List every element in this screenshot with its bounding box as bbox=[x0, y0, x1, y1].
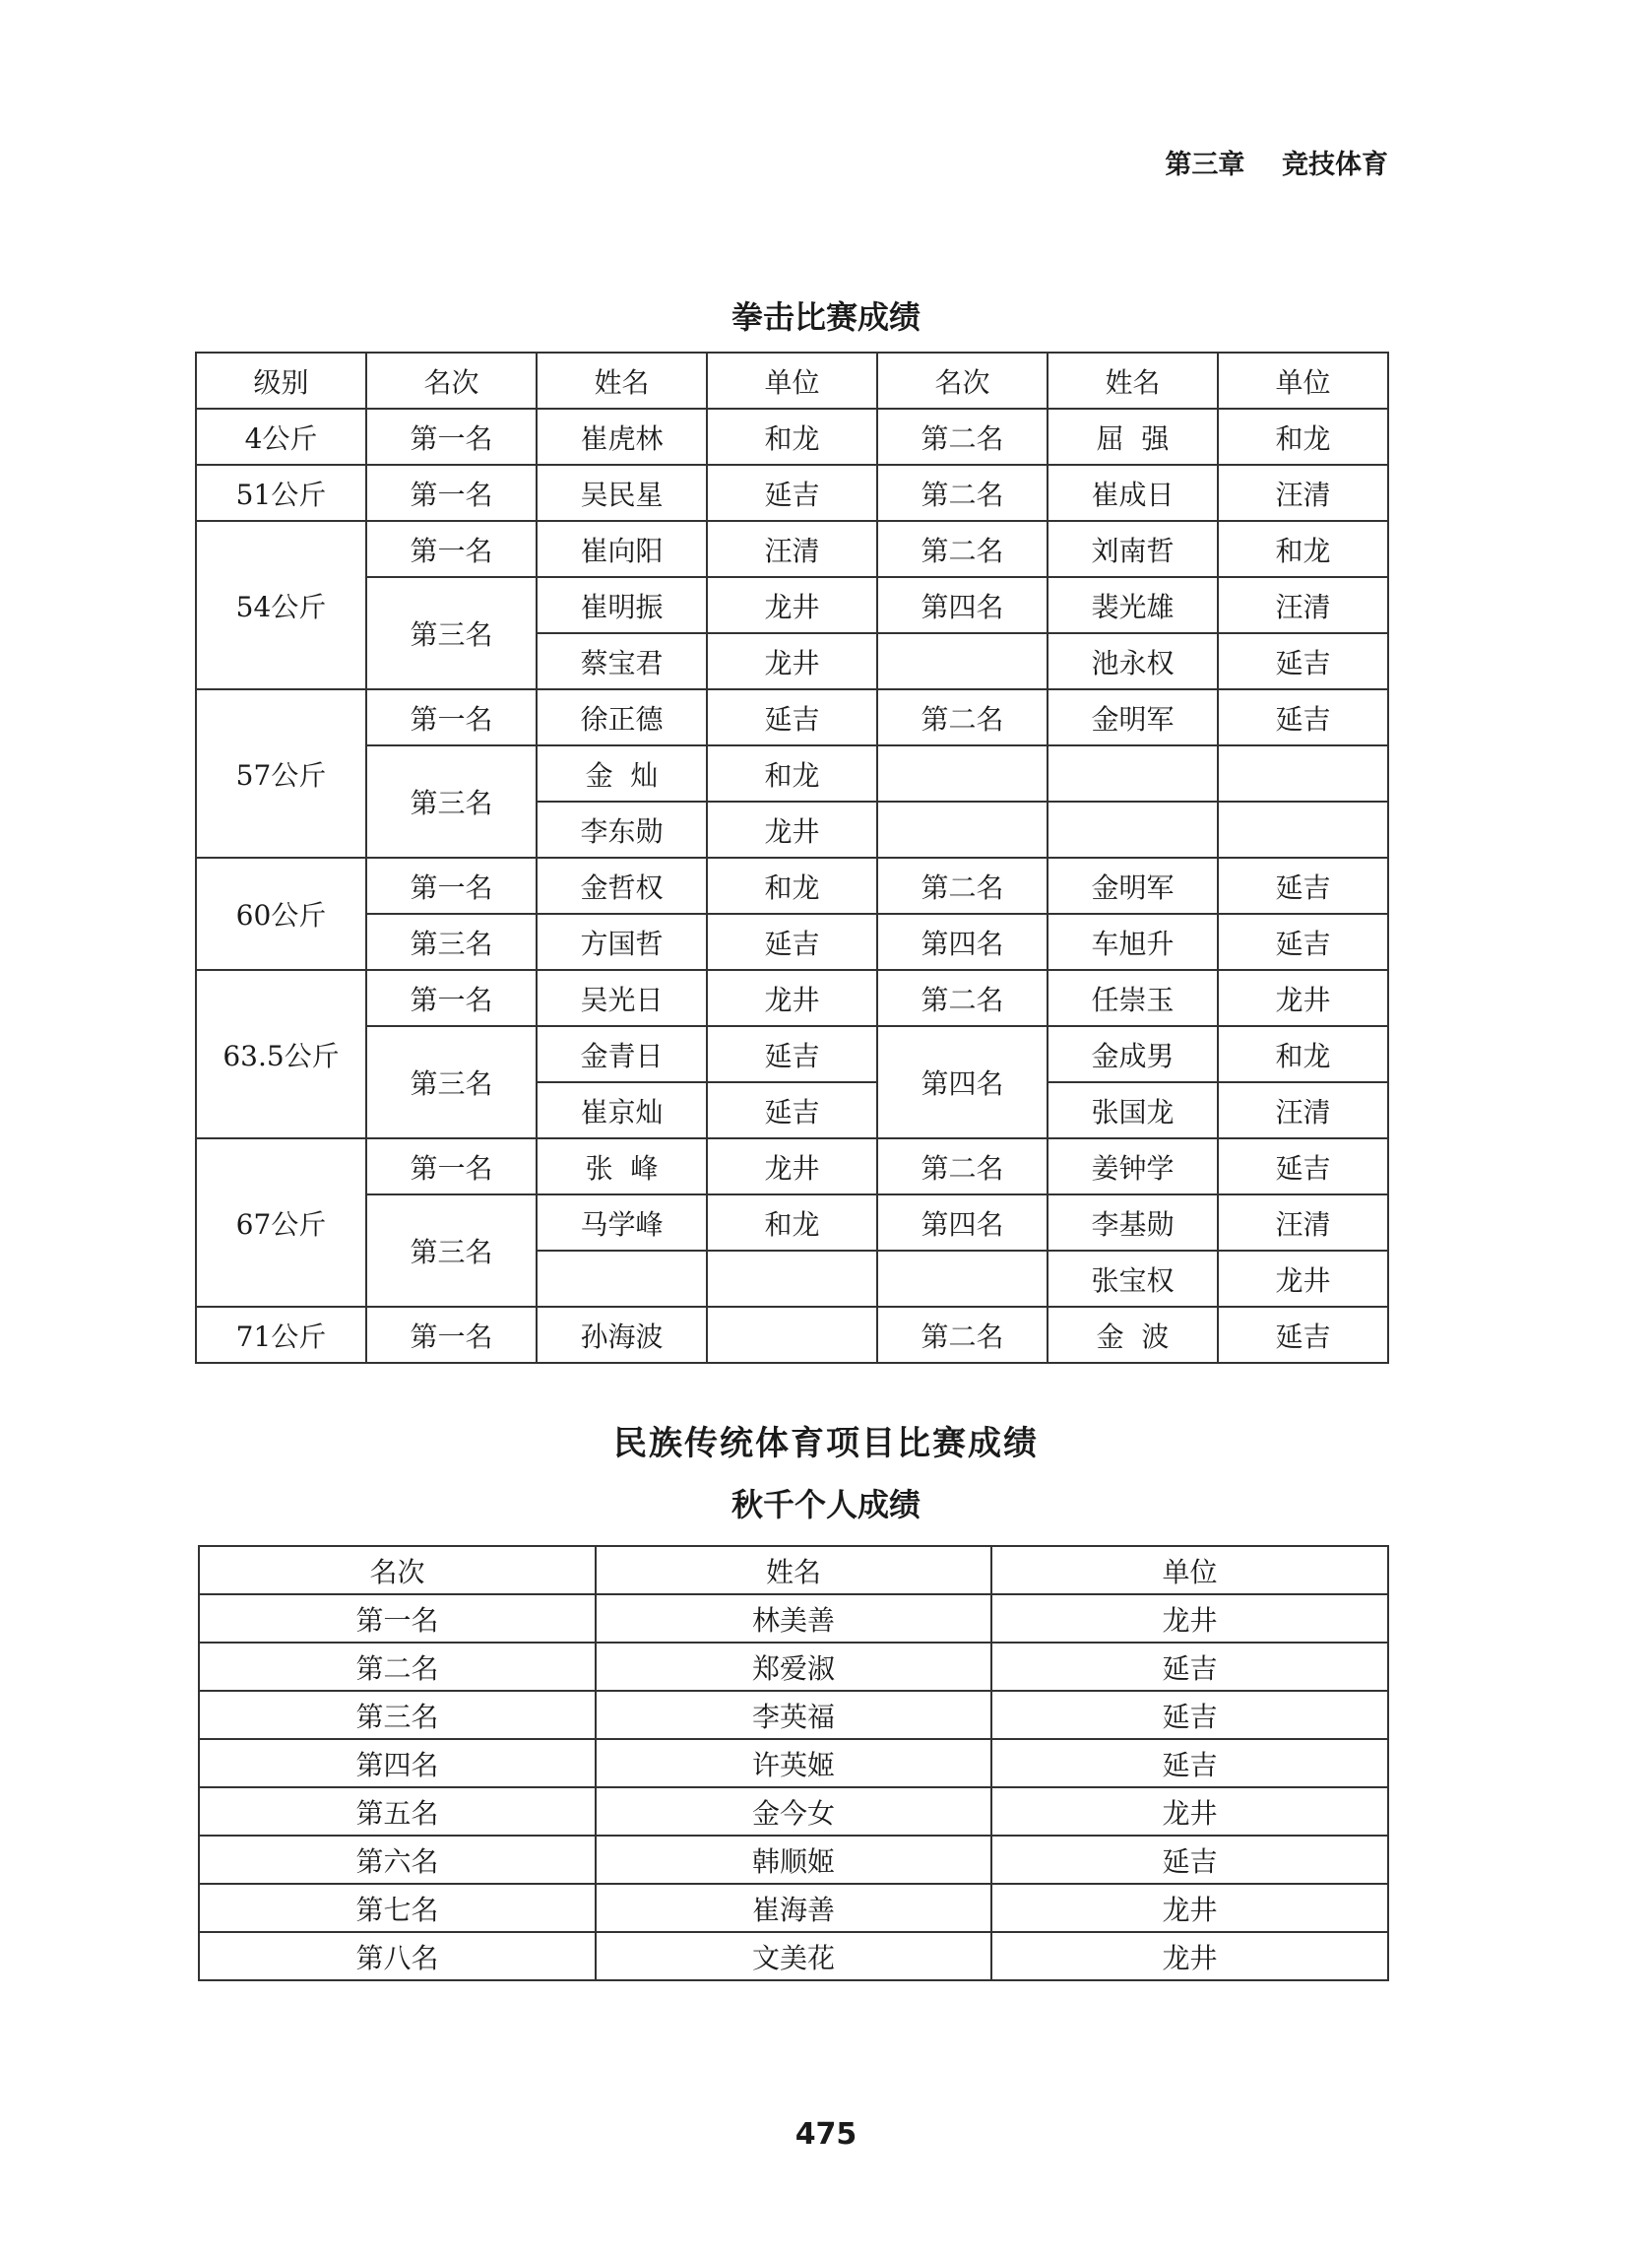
table-cell: 和龙 bbox=[707, 858, 877, 914]
table-cell: 汪清 bbox=[1218, 577, 1388, 633]
table-row bbox=[196, 1307, 1388, 1363]
table-cell: 第四名 bbox=[199, 1739, 596, 1787]
column-header: 姓名 bbox=[537, 353, 707, 409]
table-row bbox=[196, 1026, 1388, 1082]
table-cell: 孙海波 bbox=[537, 1307, 707, 1363]
column-header: 姓名 bbox=[596, 1546, 991, 1594]
table-cell: 第二名 bbox=[877, 858, 1048, 914]
table-cell: 第一名 bbox=[366, 1307, 537, 1363]
table-cell: 池永权 bbox=[1048, 633, 1218, 689]
table-row bbox=[199, 1836, 1388, 1884]
table-cell: 第三名 bbox=[366, 577, 537, 689]
table-cell: 延吉 bbox=[991, 1643, 1388, 1691]
table-cell: 崔明振 bbox=[537, 577, 707, 633]
table-cell: 金成男 bbox=[1048, 1026, 1218, 1082]
table-cell: 龙井 bbox=[707, 633, 877, 689]
weight-class-cell: 4公斤 bbox=[196, 409, 366, 465]
table-cell: 李英福 bbox=[596, 1691, 991, 1739]
table-cell: 李东勋 bbox=[537, 802, 707, 858]
table-cell: 第二名 bbox=[877, 521, 1048, 577]
column-header: 级别 bbox=[196, 353, 366, 409]
column-header: 单位 bbox=[1218, 353, 1388, 409]
table-row bbox=[196, 689, 1388, 745]
table-cell: 吴光日 bbox=[537, 970, 707, 1026]
table-cell: 龙井 bbox=[1218, 1251, 1388, 1307]
table-cell: 姜钟学 bbox=[1048, 1138, 1218, 1194]
table-cell: 第一名 bbox=[366, 465, 537, 521]
table-cell bbox=[1048, 802, 1218, 858]
table-cell: 延吉 bbox=[1218, 1138, 1388, 1194]
table-cell bbox=[1218, 745, 1388, 802]
table-row bbox=[196, 409, 1388, 465]
table-cell: 龙井 bbox=[991, 1932, 1388, 1980]
table-cell: 龙井 bbox=[707, 1138, 877, 1194]
table-cell: 金 波 bbox=[1048, 1307, 1218, 1363]
table-cell: 郑爱淑 bbox=[596, 1643, 991, 1691]
table-cell: 第二名 bbox=[877, 970, 1048, 1026]
table-cell: 汪清 bbox=[1218, 1194, 1388, 1251]
weight-class-cell: 57公斤 bbox=[196, 689, 366, 858]
table-cell: 第五名 bbox=[199, 1787, 596, 1836]
table-cell: 第四名 bbox=[877, 914, 1048, 970]
table-cell: 金明军 bbox=[1048, 858, 1218, 914]
table-cell: 第六名 bbox=[199, 1836, 596, 1884]
ethnic-sports-title: 民族传统体育项目比赛成绩 bbox=[613, 1424, 1039, 1463]
table-cell: 第一名 bbox=[199, 1594, 596, 1643]
table-row bbox=[196, 745, 1388, 802]
table-cell: 崔海善 bbox=[596, 1884, 991, 1932]
page-number: 475 bbox=[794, 2117, 858, 2152]
table-cell: 第二名 bbox=[199, 1643, 596, 1691]
table-row bbox=[196, 521, 1388, 577]
table-cell: 龙井 bbox=[707, 577, 877, 633]
swing-results-table bbox=[198, 1545, 1389, 1981]
table-cell: 和龙 bbox=[1218, 409, 1388, 465]
table-cell: 和龙 bbox=[707, 409, 877, 465]
column-header: 名次 bbox=[366, 353, 537, 409]
table-cell: 第一名 bbox=[366, 858, 537, 914]
table-cell: 任崇玉 bbox=[1048, 970, 1218, 1026]
table-cell: 第一名 bbox=[366, 1138, 537, 1194]
table-row bbox=[199, 1739, 1388, 1787]
table-cell: 崔京灿 bbox=[537, 1082, 707, 1138]
table-cell bbox=[877, 745, 1048, 802]
table-cell: 第一名 bbox=[366, 689, 537, 745]
table-cell: 第三名 bbox=[366, 914, 537, 970]
boxing-results-title: 拳击比赛成绩 bbox=[731, 298, 921, 336]
table-cell: 裴光雄 bbox=[1048, 577, 1218, 633]
table-cell: 和龙 bbox=[1218, 1026, 1388, 1082]
table-row bbox=[196, 858, 1388, 914]
table-cell: 崔向阳 bbox=[537, 521, 707, 577]
table-cell bbox=[1218, 802, 1388, 858]
table-cell: 第三名 bbox=[366, 745, 537, 858]
table-cell: 汪清 bbox=[707, 521, 877, 577]
table-cell: 第七名 bbox=[199, 1884, 596, 1932]
table-cell: 延吉 bbox=[707, 1082, 877, 1138]
table-cell: 崔成日 bbox=[1048, 465, 1218, 521]
table-cell: 第一名 bbox=[366, 409, 537, 465]
table-cell: 延吉 bbox=[1218, 633, 1388, 689]
table-cell: 延吉 bbox=[991, 1836, 1388, 1884]
weight-class-cell: 67公斤 bbox=[196, 1138, 366, 1307]
table-cell: 延吉 bbox=[1218, 914, 1388, 970]
table-cell: 延吉 bbox=[707, 465, 877, 521]
column-header: 单位 bbox=[991, 1546, 1388, 1594]
table-cell bbox=[707, 1307, 877, 1363]
table-cell: 延吉 bbox=[1218, 1307, 1388, 1363]
table-cell: 第三名 bbox=[366, 1194, 537, 1307]
table-cell: 车旭升 bbox=[1048, 914, 1218, 970]
table-cell: 刘南哲 bbox=[1048, 521, 1218, 577]
table-cell: 第二名 bbox=[877, 1307, 1048, 1363]
table-cell: 延吉 bbox=[1218, 689, 1388, 745]
table-cell: 汪清 bbox=[1218, 465, 1388, 521]
table-cell: 第二名 bbox=[877, 689, 1048, 745]
table-cell: 崔虎林 bbox=[537, 409, 707, 465]
table-row bbox=[196, 1194, 1388, 1251]
table-cell: 延吉 bbox=[1218, 858, 1388, 914]
table-cell: 文美花 bbox=[596, 1932, 991, 1980]
table-header-row bbox=[196, 353, 1388, 409]
weight-class-cell: 51公斤 bbox=[196, 465, 366, 521]
table-cell: 第四名 bbox=[877, 1194, 1048, 1251]
table-cell: 金明军 bbox=[1048, 689, 1218, 745]
table-cell: 李基勋 bbox=[1048, 1194, 1218, 1251]
column-header: 单位 bbox=[707, 353, 877, 409]
running-head: 第三章 竞技体育 bbox=[1165, 150, 1388, 180]
table-cell bbox=[877, 633, 1048, 689]
table-row bbox=[196, 1138, 1388, 1194]
table-row bbox=[199, 1884, 1388, 1932]
table-cell: 延吉 bbox=[707, 1026, 877, 1082]
table-row bbox=[199, 1932, 1388, 1980]
boxing-results-table bbox=[195, 352, 1389, 1364]
table-cell: 第一名 bbox=[366, 521, 537, 577]
table-cell: 延吉 bbox=[707, 914, 877, 970]
table-cell: 第三名 bbox=[199, 1691, 596, 1739]
table-cell: 金今女 bbox=[596, 1787, 991, 1836]
table-cell bbox=[877, 1251, 1048, 1307]
table-header-row bbox=[199, 1546, 1388, 1594]
table-cell bbox=[1048, 745, 1218, 802]
table-cell: 金哲权 bbox=[537, 858, 707, 914]
table-cell: 龙井 bbox=[1218, 970, 1388, 1026]
table-cell: 和龙 bbox=[707, 1194, 877, 1251]
table-cell: 龙井 bbox=[991, 1787, 1388, 1836]
table-cell: 金 灿 bbox=[537, 745, 707, 802]
table-cell: 和龙 bbox=[1218, 521, 1388, 577]
table-row bbox=[199, 1691, 1388, 1739]
table-cell: 延吉 bbox=[991, 1691, 1388, 1739]
table-cell: 第一名 bbox=[366, 970, 537, 1026]
table-cell: 马学峰 bbox=[537, 1194, 707, 1251]
table-cell: 林美善 bbox=[596, 1594, 991, 1643]
table-cell: 张 峰 bbox=[537, 1138, 707, 1194]
table-cell: 龙井 bbox=[707, 970, 877, 1026]
table-cell: 徐正德 bbox=[537, 689, 707, 745]
table-cell: 金青日 bbox=[537, 1026, 707, 1082]
table-cell: 方国哲 bbox=[537, 914, 707, 970]
table-cell: 第二名 bbox=[877, 1138, 1048, 1194]
table-row bbox=[199, 1594, 1388, 1643]
weight-class-cell: 71公斤 bbox=[196, 1307, 366, 1363]
table-cell: 张国龙 bbox=[1048, 1082, 1218, 1138]
table-cell: 屈 强 bbox=[1048, 409, 1218, 465]
table-cell: 第二名 bbox=[877, 465, 1048, 521]
table-cell bbox=[877, 802, 1048, 858]
table-cell bbox=[707, 1251, 877, 1307]
table-cell: 龙井 bbox=[991, 1884, 1388, 1932]
table-cell: 龙井 bbox=[991, 1594, 1388, 1643]
table-cell: 延吉 bbox=[991, 1739, 1388, 1787]
table-cell: 第四名 bbox=[877, 577, 1048, 633]
table-cell: 蔡宝君 bbox=[537, 633, 707, 689]
table-cell: 第四名 bbox=[877, 1026, 1048, 1138]
table-cell: 第二名 bbox=[877, 409, 1048, 465]
table-cell: 龙井 bbox=[707, 802, 877, 858]
weight-class-cell: 63.5公斤 bbox=[196, 970, 366, 1138]
table-row bbox=[196, 914, 1388, 970]
table-cell: 第八名 bbox=[199, 1932, 596, 1980]
table-cell: 许英姬 bbox=[596, 1739, 991, 1787]
table-row bbox=[199, 1787, 1388, 1836]
table-row bbox=[196, 577, 1388, 633]
table-cell: 第三名 bbox=[366, 1026, 537, 1138]
column-header: 姓名 bbox=[1048, 353, 1218, 409]
table-cell: 和龙 bbox=[707, 745, 877, 802]
table-row bbox=[199, 1643, 1388, 1691]
weight-class-cell: 54公斤 bbox=[196, 521, 366, 689]
weight-class-cell: 60公斤 bbox=[196, 858, 366, 970]
table-cell: 延吉 bbox=[707, 689, 877, 745]
column-header: 名次 bbox=[199, 1546, 596, 1594]
table-cell bbox=[537, 1251, 707, 1307]
swing-results-title: 秋千个人成绩 bbox=[731, 1486, 921, 1523]
table-cell: 吴民星 bbox=[537, 465, 707, 521]
column-header: 名次 bbox=[877, 353, 1048, 409]
table-row bbox=[196, 465, 1388, 521]
table-cell: 张宝权 bbox=[1048, 1251, 1218, 1307]
table-cell: 汪清 bbox=[1218, 1082, 1388, 1138]
table-row bbox=[196, 970, 1388, 1026]
table-cell: 韩顺姬 bbox=[596, 1836, 991, 1884]
